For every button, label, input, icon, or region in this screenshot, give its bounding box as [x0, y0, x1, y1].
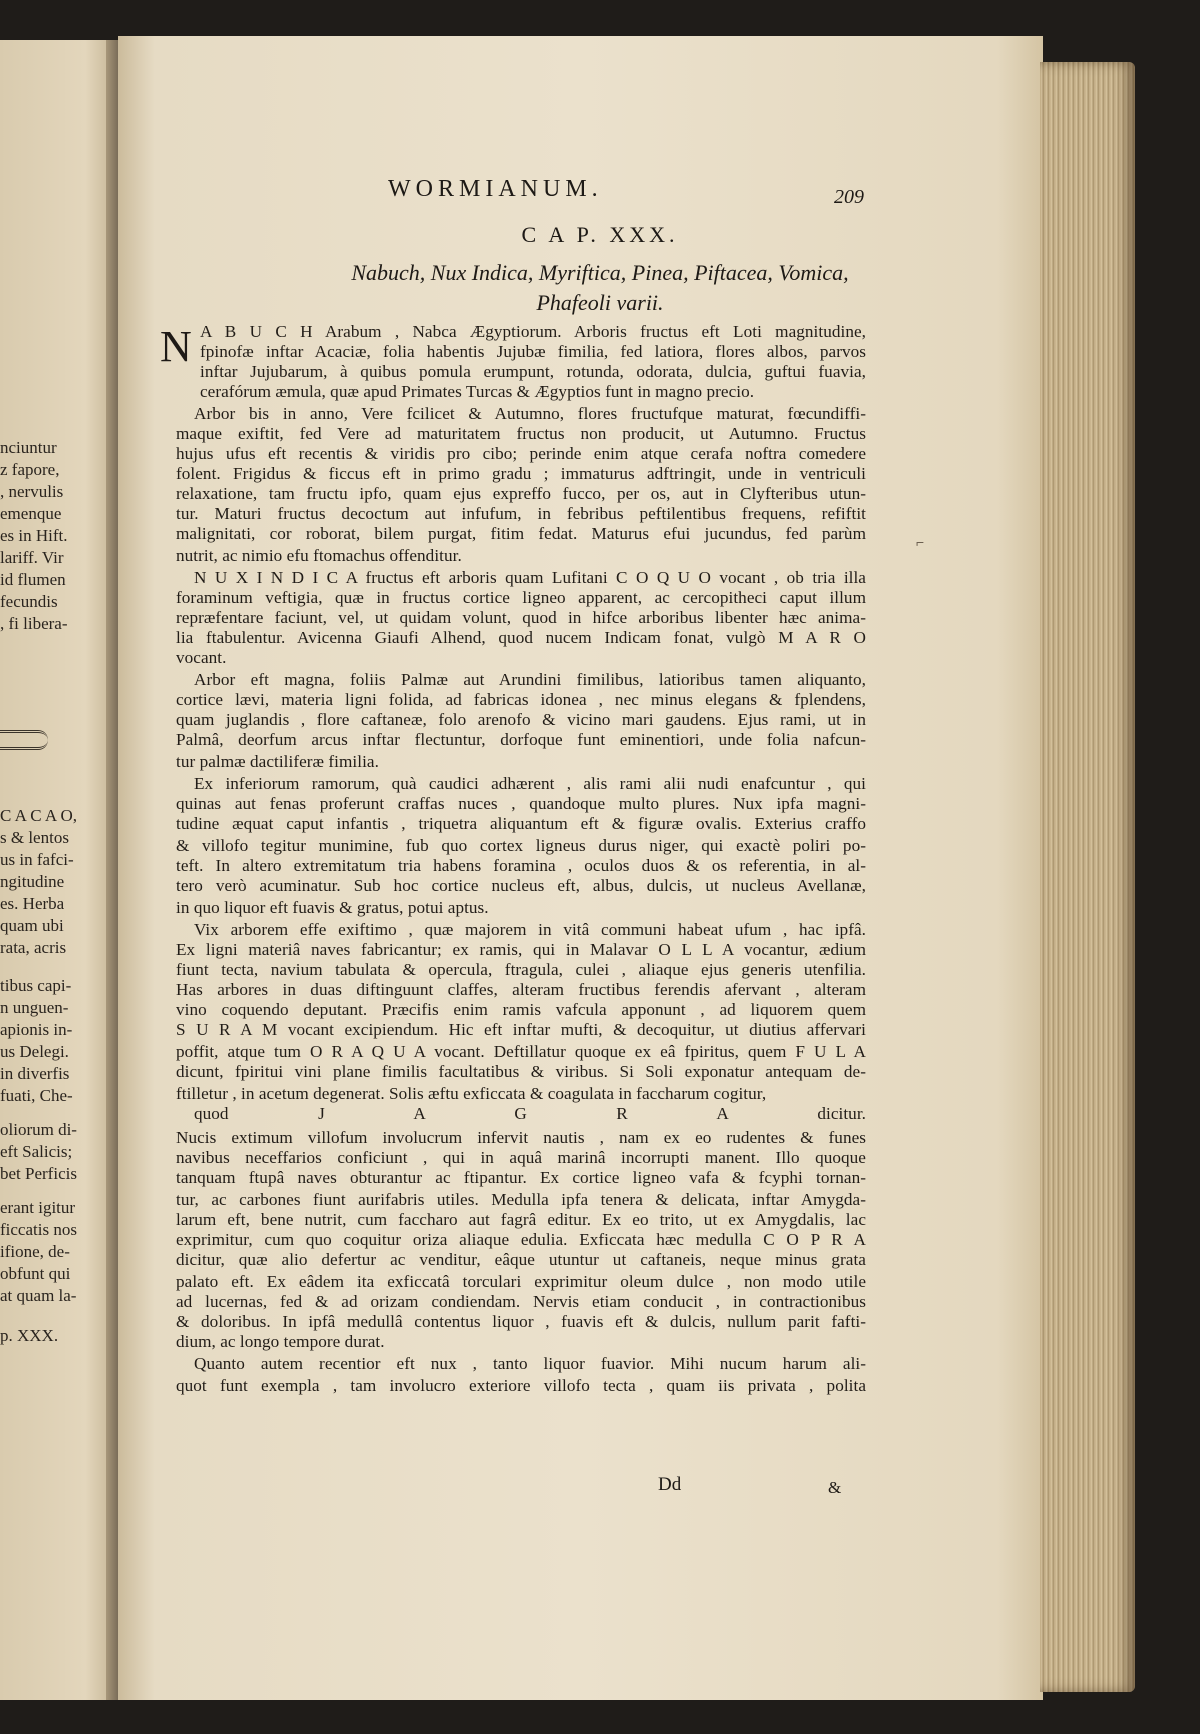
body-line: Ex inferiorum ramorum, quà caudici adhærent , alis rami alii nudi enafcuntur , qui — [194, 774, 866, 793]
body-line: Arbor bis in anno, Vere fcilicet & Autumno, flores fructufque maturat, fœcundiffi- — [194, 404, 866, 423]
body-line: & doloribus. In ipfâ medullâ contentus liquor , fuavis eft & dulcis, nullum parit fafti- — [176, 1312, 866, 1331]
left-page-line: fecundis — [0, 592, 58, 611]
left-page-line: oliorum di- — [0, 1120, 77, 1139]
left-page-line: p. XXX. — [0, 1326, 59, 1345]
left-page-line: apionis in- — [0, 1020, 73, 1039]
catchword: & — [828, 1478, 842, 1497]
left-page-line: us in fafci- — [0, 850, 74, 869]
body-line: quinas aut fenas proferunt craffas nuces , quandoque multo plures. Nux ipfa magni- — [176, 794, 866, 813]
left-page-line: fuati, Che- — [0, 1086, 73, 1105]
body-line: malignitati, cor roborat, bilem purgat, fitim fedat. Maturus efui jucundus, fed parùm — [176, 524, 866, 543]
left-page-line: at quam la- — [0, 1286, 77, 1305]
left-page-line: tibus capi- — [0, 976, 72, 995]
body-line: A B U C H Arabum , Nabca Ægyptiorum. Arboris fructus eft Loti magnitudine, — [200, 322, 866, 341]
left-page-line: , nervulis — [0, 482, 64, 501]
body-line: Palmâ, deorfum arcus inftar flectuntur, dorfoque funt eminentiori, unde folia nafcun- — [176, 730, 866, 749]
chapter-title-line-2: Phafeoli varii. — [536, 290, 664, 315]
left-page-line: z fapore, — [0, 460, 60, 479]
left-page-line: lariff. Vir — [0, 548, 64, 567]
body-line: palato eft. Ex eâdem ita exficcatâ torculari exprimitur oleum dulce , non modo utile — [176, 1272, 866, 1291]
body-line: dium, ac longo tempore durat. — [176, 1332, 385, 1351]
drop-cap: N — [160, 322, 192, 371]
body-line: nutrit, ac nimio efu ftomachus offenditur. — [176, 546, 462, 565]
body-line: repræfentare faciunt, vel, ut quidam volunt, quod in hifce arboribus libenter hæc anima- — [176, 608, 866, 627]
running-head: WORMIANUM. — [388, 176, 603, 202]
left-page-line: ficcatis nos — [0, 1220, 77, 1239]
body-line: N U X I N D I C A fructus eft arboris quam Lufitani C O Q U O vocant , ob tria illa — [194, 568, 866, 587]
left-page-line: erant igitur — [0, 1198, 76, 1217]
body-line: larum eft, bene nutrit, cum faccharo aut fagrâ editur. Ex eo trito, ut ex Amygdalis, lac — [176, 1210, 866, 1229]
page-edges — [1040, 62, 1135, 1692]
body-line: Quanto autem recentior eft nux , tanto liquor fuavior. Mihi nucum harum ali- — [194, 1354, 866, 1373]
left-page-line: ifione, de- — [0, 1242, 70, 1261]
body-line: tero verò acuminatur. Sub hoc cortice nucleus eft, albus, dulcis, ut nucleus Avellanæ, — [176, 876, 866, 895]
body-line: quam juglandis , flore caftaneæ, folo arenofo & vicino mari gaudens. Ejus rami, ut in — [176, 710, 866, 729]
body-line: inftar Jujubarum, à quibus pomula erumpunt, rotunda, odorata, dulcia, guftui fuavia, — [200, 362, 866, 381]
body-line: folent. Frigidus & ficcus eft in primo gradu ; immaturus adftringit, unde in ventriculi — [176, 464, 866, 483]
left-page — [0, 40, 122, 1700]
body-line: foraminum veftigia, quæ in fructus cortice ligneo apparent, ac cercopitheci caput illum — [176, 588, 866, 607]
page-number: 209 — [834, 186, 864, 208]
left-page-line: obfunt qui — [0, 1264, 71, 1283]
body-line: fpinofæ inftar Acaciæ, folia habentis Jujubæ fimilia, fed latiora, flores albos, parvos — [200, 342, 866, 361]
body-line: Ex ligni materiâ naves fabricantur; ex ramis, qui in Malavar O L L A vocantur, ædium — [176, 940, 866, 959]
body-line: maque exiftit, fed Vere ad maturitatem fructus non producit, ut Autumno. Fructus — [176, 424, 866, 443]
left-page-line: emenque — [0, 504, 62, 523]
body-line: exprimitur, cum quo coquitur oriza aliaque edulia. Exficcata hæc medulla C O P R A — [176, 1230, 866, 1249]
left-page-line: n unguen- — [0, 998, 69, 1017]
left-page-line: eft Salicis; — [0, 1142, 73, 1161]
body-line: in quo liquor eft fuavis & gratus, potui aptus. — [176, 898, 489, 917]
body-line: tanquam ftupâ naves obturantur ac ftipantur. Ex cortice ligneo vafa & fcyphi tornan- — [176, 1168, 866, 1187]
left-page-line: quam ubi — [0, 916, 64, 935]
body-line: tudine æquat caput infantis , triquetra aliquantum eft & figuræ ovalis. Exterius craffo — [176, 814, 866, 833]
chapter-title-line-1: Nabuch, Nux Indica, Myriftica, Pinea, Piftacea, Vomica, — [351, 260, 849, 285]
body-line: tur. Maturi fructus decoctum aut infufum, in febribus peftilentibus frequens, refiftit — [176, 504, 866, 523]
left-page-line: es. Herba — [0, 894, 65, 913]
left-page-line: , fi libera- — [0, 614, 68, 633]
left-page-line: es in Hift. — [0, 526, 68, 545]
body-line: Arbor eft magna, foliis Palmæ aut Arundini fimilibus, latioribus tamen aliquanto, — [194, 670, 866, 689]
left-page-line: ngitudine — [0, 872, 65, 891]
body-line: vocant. — [176, 648, 227, 667]
body-line: fiunt tecta, navium tabulata & opercula, ftragula, culei , aliaque ejus generis utenfilia. — [176, 960, 866, 979]
body-line: ad lucernas, fed & ad orizam condiendam. Nervis etiam conducit , in contractionibus — [176, 1292, 866, 1311]
body-line: lia ftabulentur. Avicenna Giaufi Alhend, quod nucem Indicam fonat, vulgò M A R O — [176, 628, 866, 647]
body-line: vino coquendo deputant. Præcifis enim ramis vafcula apponunt , ad liquorem quem — [176, 1000, 866, 1019]
body-line: S U R A M vocant excipiendum. Hic eft inftar mufti, & decoquitur, ut diutius affervari — [176, 1020, 866, 1039]
body-line: navibus neceffarios conficiunt , qui in aquâ marinâ incorrupti manent. Illo quoque — [176, 1148, 866, 1167]
body-line: tur palmæ dactiliferæ fimilia. — [176, 752, 379, 771]
left-page-line: us Delegi. — [0, 1042, 69, 1061]
left-page-line: nciuntur — [0, 438, 57, 457]
ornament-flourish — [0, 730, 48, 750]
body-line: cortice lævi, materia ligni folida, ad fabricas idonea , nec minus elegans & fplendens, — [176, 690, 866, 709]
left-page-line: id flumen — [0, 570, 66, 589]
left-page-line: rata, acris — [0, 938, 67, 957]
chapter-heading: C A P. XXX. — [521, 222, 679, 247]
body-line: relaxatione, tam fructu ipfo, quam ejus expreffo fucco, per os, aut in Clyfteribus utun- — [176, 484, 866, 503]
signature-mark: Dd — [658, 1474, 682, 1495]
body-line: Nucis extimum villofum involucrum infervit nautis , nam ex eo rudentes & funes — [176, 1128, 866, 1147]
left-page-line: bet Perficis — [0, 1164, 77, 1183]
body-line: Vix arborem effe exiftimo , quæ majorem in vitâ communi habeat ufum , hac ipfâ. — [194, 920, 866, 939]
body-line: & villofo tegitur munimine, fub quo cortex ligneus durus niger, qui exactè poliri po- — [176, 836, 866, 855]
body-line: cerafórum æmula, quæ apud Primates Turcas & Ægyptios funt in magno precio. — [200, 382, 755, 401]
left-page-line: in diverfis — [0, 1064, 70, 1083]
left-page-line: s & lentos — [0, 828, 69, 847]
body-line: hujus ufus eft recentis & viridis pro cibo; perinde enim atque cerafa noftra comedere — [176, 444, 866, 463]
left-page-line: C A C A O, — [0, 806, 78, 825]
body-line: teft. In altero extremitatum tria habens foramina , oculos duos & os referentia, in al- — [176, 856, 866, 875]
body-line: dicitur, quæ alio defertur ac venditur, eâque utuntur ut caftaneis, neque minus grata — [176, 1250, 866, 1269]
body-line: Has arbores in duas diftinguunt claffes, alteram fructibus ferendis afervant , alteram — [176, 980, 866, 999]
body-line: dicunt, fpiritui vini plane fimilis facultatibus & viribus. Si Soli exponatur antequam de- — [176, 1062, 866, 1081]
body-line: quot funt exempla , tam involucro exteriore villofo tecta , quam iis privata , polita — [176, 1376, 866, 1395]
body-line: poffit, atque tum O R A Q U A vocant. Deftillatur quoque ex eâ fpiritus, quem F U L A — [176, 1042, 866, 1061]
pencil-mark: ⌐ — [916, 534, 925, 550]
body-line: quod J A G R A dicitur. — [194, 1104, 866, 1123]
body-line: ftilletur , in acetum degenerat. Solis æftu exficcata & coagulata in faccharum cogitur, — [176, 1084, 767, 1103]
body-line: tur, ac carbones fiunt aurifabris utiles. Medulla ipfa tenera & delicata, inftar Amygda- — [176, 1190, 866, 1209]
